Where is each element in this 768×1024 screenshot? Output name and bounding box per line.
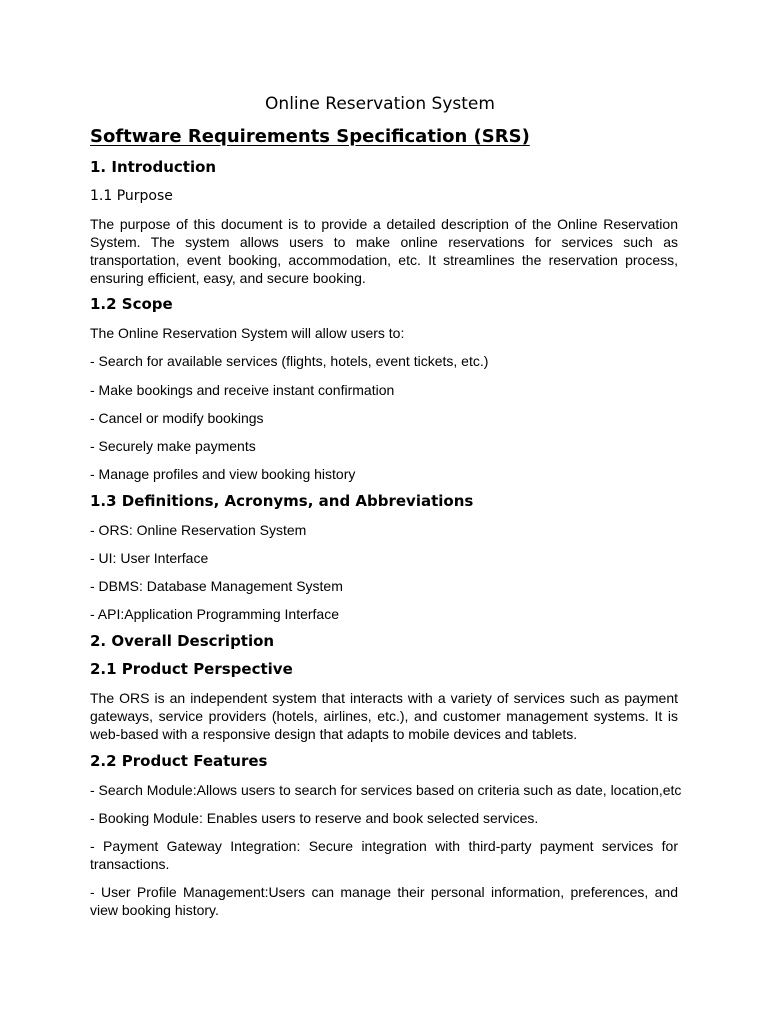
feature-item: - User Profile Management:Users can manage their personal information, preferences, and view booking history. — [90, 884, 678, 918]
scope-item: - Securely make payments — [90, 438, 256, 454]
scope-item: - Cancel or modify bookings — [90, 410, 264, 426]
heading-purpose: 1.1 Purpose — [90, 188, 173, 204]
scope-intro: The Online Reservation System will allow users to: — [90, 325, 405, 341]
heading-product-perspective: 2.1 Product Perspective — [90, 660, 293, 678]
scope-item: - Make bookings and receive instant confirmation — [90, 382, 395, 398]
perspective-paragraph: The ORS is an independent system that interacts with a variety of services such as payment gateways, service providers (hotels, airlines, etc.), and customer management systems. It is web-based with a responsive design that adapts to mobile devices and tablets. — [90, 690, 678, 742]
heading-scope: 1.2 Scope — [90, 295, 173, 313]
scope-item: - Search for available services (flights, hotels, event tickets, etc.) — [90, 353, 489, 369]
feature-item: - Payment Gateway Integration: Secure integration with third-party payment services for transactions. — [90, 838, 678, 872]
srs-title: Software Requirements Specification (SRS) — [90, 126, 530, 147]
scope-item: - Manage profiles and view booking history — [90, 466, 356, 482]
heading-definitions: 1.3 Definitions, Acronyms, and Abbreviations — [90, 492, 474, 510]
definition-item: - ORS: Online Reservation System — [90, 522, 307, 538]
definition-item: - DBMS: Database Management System — [90, 578, 343, 594]
definition-item: - UI: User Interface — [90, 550, 209, 566]
document-title: Online Reservation System — [265, 94, 495, 114]
purpose-paragraph: The purpose of this document is to provide a detailed description of the Online Reservation System. The system allows users to make online reservations for services such as transportation, event booking, accommodation, etc. It streamlines the reservation process, ensuring efficient, easy, and secure booking. — [90, 216, 678, 286]
heading-overall-description: 2. Overall Description — [90, 632, 275, 650]
heading-introduction: 1. Introduction — [90, 158, 217, 176]
feature-item: - Booking Module: Enables users to reserve and book selected services. — [90, 810, 539, 826]
feature-item: - Search Module:Allows users to search for services based on criteria such as date, location,etc — [90, 782, 682, 798]
definition-item: - API:Application Programming Interface — [90, 606, 340, 622]
heading-product-features: 2.2 Product Features — [90, 752, 268, 770]
